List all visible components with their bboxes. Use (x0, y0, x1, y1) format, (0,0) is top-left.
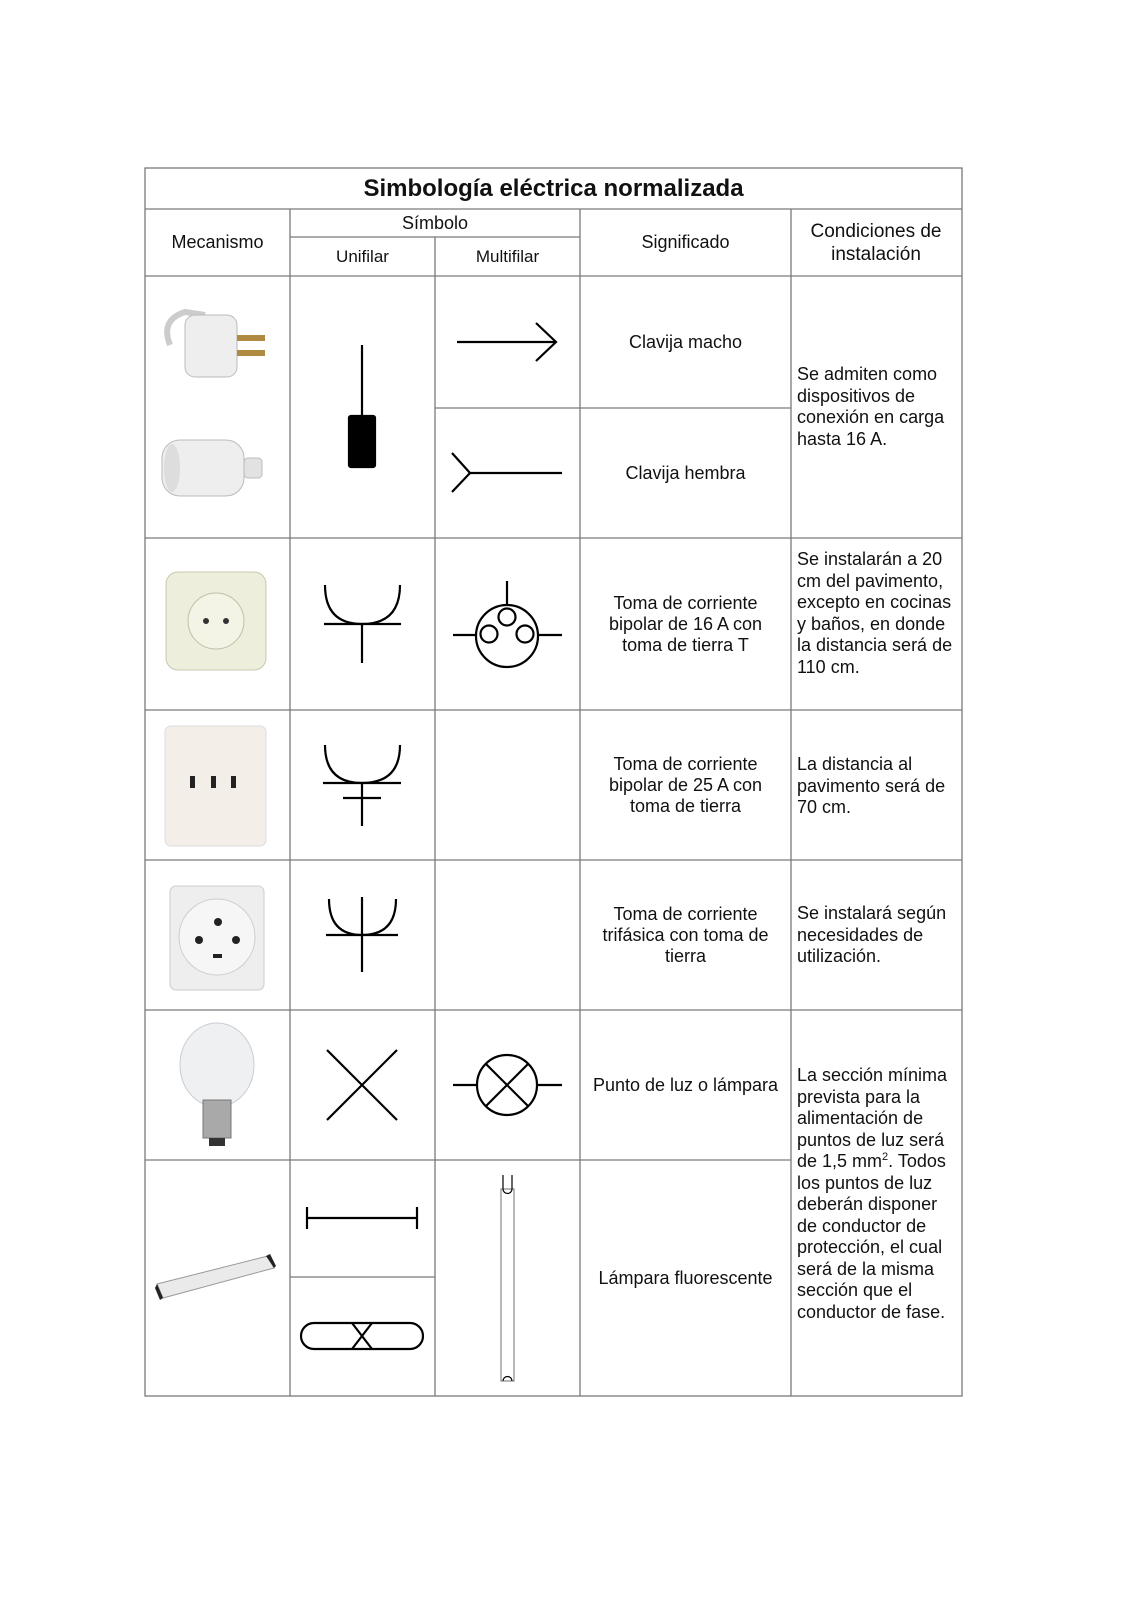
significado-clavija-macho: Clavija macho (628, 331, 743, 352)
header-condiciones: Condiciones de instalación (810, 220, 942, 265)
female-plug-photo (162, 440, 262, 496)
socket-16a-multifilar-symbol (453, 581, 562, 667)
significado-toma-25a: Toma de corriente bipolar de 25 A con toma de tierra (608, 753, 763, 816)
fluorescent-tube-multifilar-symbol (501, 1175, 514, 1381)
socket-three-phase-unifilar-symbol (326, 897, 398, 972)
light-point-unifilar-symbol (327, 1050, 397, 1120)
socket-16a-photo (166, 572, 266, 670)
significado-toma-trifasica: Toma de corriente trifásica con toma de tierra (602, 903, 769, 966)
fluorescent-oval-symbol (301, 1323, 423, 1349)
header-simbolo: Símbolo (401, 212, 469, 233)
significado-lampara-fluorescente: Lámpara fluorescente (598, 1267, 773, 1288)
superscript-2: 2 (882, 1151, 889, 1163)
fluorescent-unifilar-symbol (307, 1207, 417, 1229)
socket-three-phase-photo (170, 886, 264, 990)
socket-16a-unifilar-symbol (324, 585, 401, 663)
condiciones-toma-16a: Se instalarán a 20 cm del pavimento, excepto en cocinas y baños, en donde la distancia será de 110 cm. (797, 549, 953, 677)
light-bulb-photo (180, 1023, 254, 1146)
plug-unifilar-symbol (349, 345, 375, 467)
page-title: Simbología eléctrica normalizada (363, 175, 744, 202)
condiciones-toma-25a: La distancia al pavimento será de 70 cm. (797, 754, 946, 817)
significado-toma-16a: Toma de corriente bipolar de 16 A con toma de tierra T (608, 592, 763, 655)
significado-clavija-hembra: Clavija hembra (625, 462, 746, 483)
header-mecanismo: Mecanismo (171, 232, 264, 252)
light-point-multifilar-symbol (453, 1055, 562, 1115)
condiciones-clavija: Se admiten como dispositivos de conexión en carga hasta 16 A. (797, 364, 945, 449)
significado-punto-de-luz: Punto de luz o lámpara (592, 1074, 779, 1095)
female-plug-symbol (452, 453, 562, 492)
header-multifilar: Multifilar (475, 247, 540, 266)
condiciones-iluminacion (797, 1065, 959, 1323)
fluorescent-fixture-photo (155, 1254, 276, 1300)
socket-25a-unifilar-symbol (323, 745, 401, 826)
condiciones-text-a: La sección mínima prevista para la alimentación de puntos de luz será de 1,5 mm (797, 1065, 948, 1171)
header-unifilar: Unifilar (336, 247, 389, 266)
condiciones-toma-trifasica: Se instalará según necesidades de utilización. (797, 903, 947, 966)
condiciones-text-b: . Todos los puntos de luz deberán disponer de conductor de protección, el cual será de la misma sección que el conductor de fase. (797, 1151, 946, 1322)
male-plug-arrow-symbol (457, 323, 556, 361)
male-plug-photo (167, 312, 265, 377)
header-significado: Significado (641, 232, 730, 252)
socket-25a-photo (165, 726, 266, 846)
